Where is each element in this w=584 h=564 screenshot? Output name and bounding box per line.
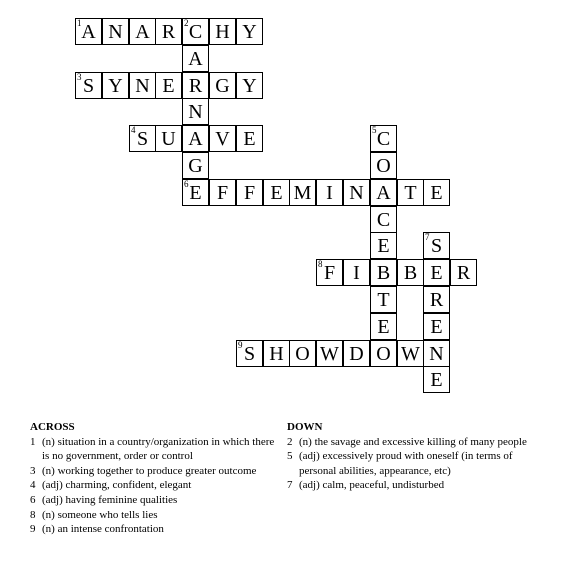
grid-cell[interactable] [370, 340, 397, 367]
grid-cell[interactable] [209, 179, 236, 206]
clue-number: 9 [238, 340, 243, 350]
grid-cell[interactable] [102, 72, 129, 99]
clue-text: (adj) calm, peaceful, undisturbed [299, 479, 445, 492]
clue-number: 3 [77, 72, 82, 82]
grid-cell[interactable] [129, 18, 156, 45]
cell-letter: A [376, 182, 391, 204]
cell-letter: F [243, 182, 256, 204]
grid-cell[interactable] [209, 72, 236, 99]
clue-number-label: 3 [30, 464, 36, 477]
cell-letter: R [456, 262, 471, 284]
cell-letter: E [430, 369, 443, 391]
grid-cell[interactable] [423, 340, 450, 367]
cell-letter: T [377, 289, 390, 311]
clue-text: (n) an intense confrontation [42, 523, 164, 536]
down-clue [287, 435, 537, 450]
cell-letter: N [429, 343, 444, 365]
clue-text: (adj) having feminine qualities [42, 493, 178, 506]
grid-cell[interactable] [182, 18, 209, 45]
cell-letter: R [161, 21, 176, 43]
across-clue [30, 493, 280, 508]
cell-letter: E [430, 262, 443, 284]
grid-cell[interactable] [397, 179, 424, 206]
clue-number: 4 [131, 125, 136, 135]
cell-letter: E [430, 182, 443, 204]
cell-letter: F [323, 262, 336, 284]
cell-letter: S [136, 128, 149, 150]
clue-number-label: 9 [30, 523, 36, 536]
grid-cell[interactable] [397, 259, 424, 286]
clue-text: (n) someone who tells lies [42, 508, 158, 521]
grid-cell[interactable] [236, 340, 263, 367]
cell-letter: D [349, 343, 364, 365]
cell-letter: O [376, 155, 391, 177]
grid-cell[interactable] [182, 125, 209, 152]
grid-cell[interactable] [343, 179, 370, 206]
cell-letter: N [188, 101, 203, 123]
grid-cell[interactable] [370, 313, 397, 340]
clue-text: (n) situation in a country/organization in which there is no government, order or control [42, 435, 275, 463]
down-heading: DOWN [287, 421, 323, 433]
cell-letter: C [376, 128, 391, 150]
grid-cell[interactable] [450, 259, 477, 286]
cell-letter: F [216, 182, 229, 204]
cell-letter: I [326, 182, 333, 204]
clue-number: 7 [425, 232, 430, 242]
grid-cell[interactable] [236, 18, 263, 45]
across-clues [30, 420, 280, 537]
grid-cell[interactable] [155, 18, 182, 45]
grid-cell[interactable] [236, 72, 263, 99]
clue-number-label: 1 [30, 435, 36, 448]
grid-cell[interactable] [423, 179, 450, 206]
cell-letter: S [430, 235, 443, 257]
across-clue [30, 478, 280, 493]
grid-cell[interactable] [182, 152, 209, 179]
cell-letter: W [320, 343, 339, 365]
grid-cell[interactable] [289, 340, 316, 367]
cell-letter: A [188, 48, 203, 70]
grid-cell[interactable] [423, 366, 450, 393]
grid-cell[interactable] [129, 72, 156, 99]
grid-cell[interactable] [397, 340, 424, 367]
grid-cell[interactable] [423, 232, 450, 259]
clue-text: (adj) excessively proud with oneself (in terms of personal abilities, appearance, etc) [299, 450, 513, 477]
cell-letter: N [135, 75, 150, 97]
clue-number-label: 4 [30, 479, 36, 492]
clue-text: (n) the savage and excessive killing of many people [299, 435, 527, 448]
cell-letter: Y [108, 75, 123, 97]
grid-cell[interactable] [75, 18, 102, 45]
grid-cell[interactable] [423, 313, 450, 340]
grid-cell[interactable] [289, 179, 316, 206]
clue-number: 8 [318, 259, 323, 269]
cell-letter: E [377, 316, 390, 338]
grid-cell[interactable] [155, 72, 182, 99]
cell-letter: A [135, 21, 150, 43]
grid-cell[interactable] [370, 259, 397, 286]
clue-number: 6 [184, 179, 189, 189]
cell-letter: V [215, 128, 230, 150]
grid-cell[interactable] [370, 179, 397, 206]
cell-letter: S [82, 75, 95, 97]
clue-number-label: 6 [30, 493, 36, 506]
grid-cell[interactable] [343, 259, 370, 286]
down-clue [287, 449, 537, 478]
grid-cell[interactable] [209, 18, 236, 45]
across-clue [30, 508, 280, 523]
cell-letter: B [403, 262, 418, 284]
grid-cell[interactable] [423, 259, 450, 286]
cell-letter: E [243, 128, 256, 150]
cell-letter: E [377, 235, 390, 257]
grid-cell[interactable] [155, 125, 182, 152]
clue-number-label: 8 [30, 508, 36, 521]
cell-letter: C [188, 21, 203, 43]
clue-number: 1 [77, 18, 82, 28]
clue-text: (n) working together to produce greater outcome [42, 464, 257, 477]
grid-cell[interactable] [316, 179, 343, 206]
cell-letter: N [349, 182, 364, 204]
cell-letter: G [188, 155, 203, 177]
grid-cell[interactable] [182, 179, 209, 206]
cell-letter: U [161, 128, 176, 150]
grid-cell[interactable] [316, 340, 343, 367]
clue-number: 2 [184, 18, 189, 28]
grid-cell[interactable] [236, 125, 263, 152]
grid-cell[interactable] [423, 286, 450, 313]
cell-letter: R [188, 75, 203, 97]
grid-cell[interactable] [236, 179, 263, 206]
clue-text: (adj) charming, confident, elegant [42, 479, 192, 492]
grid-cell[interactable] [263, 179, 290, 206]
cell-letter: H [269, 343, 284, 365]
across-clue [30, 464, 280, 479]
grid-cell[interactable] [209, 125, 236, 152]
cell-letter: Y [242, 21, 257, 43]
cell-letter: S [243, 343, 256, 365]
grid-cell[interactable] [370, 152, 397, 179]
cell-letter: E [189, 182, 202, 204]
grid-cell[interactable] [102, 18, 129, 45]
down-clues [287, 420, 537, 493]
grid-cell[interactable] [370, 286, 397, 313]
cell-letter: W [401, 343, 420, 365]
cell-letter: T [404, 182, 417, 204]
across-clue-list [30, 435, 280, 537]
grid-cell[interactable] [182, 72, 209, 99]
cell-letter: G [215, 75, 230, 97]
grid-cell[interactable] [129, 125, 156, 152]
cell-letter: R [429, 289, 444, 311]
grid-cell[interactable] [343, 340, 370, 367]
clue-number-label: 5 [287, 450, 293, 463]
down-clue [287, 478, 537, 493]
grid-cell[interactable] [370, 125, 397, 152]
cell-letter: O [295, 343, 310, 365]
cell-letter: E [162, 75, 175, 97]
across-clue [30, 435, 280, 464]
cell-letter: Y [242, 75, 257, 97]
grid-cell[interactable] [75, 72, 102, 99]
grid-cell[interactable] [316, 259, 343, 286]
cell-letter: N [108, 21, 123, 43]
cell-letter: M [293, 182, 312, 204]
clue-number-label: 2 [287, 435, 293, 448]
cell-letter: H [215, 21, 230, 43]
cell-letter: A [188, 128, 203, 150]
grid-cell[interactable] [182, 45, 209, 72]
cell-letter: I [353, 262, 360, 284]
clue-number-label: 7 [287, 479, 293, 492]
down-clue-list [287, 435, 537, 493]
cell-letter: C [376, 209, 391, 231]
clue-number: 5 [372, 125, 377, 135]
cell-letter: O [376, 343, 391, 365]
across-clue [30, 522, 280, 537]
grid-cell[interactable] [370, 232, 397, 259]
cell-letter: B [376, 262, 391, 284]
cell-letter: E [430, 316, 443, 338]
grid-cell[interactable] [263, 340, 290, 367]
cell-letter: E [270, 182, 283, 204]
cell-letter: A [81, 21, 96, 43]
grid-cell[interactable] [182, 98, 209, 125]
across-heading: ACROSS [30, 421, 75, 433]
grid-cell[interactable] [370, 206, 397, 233]
